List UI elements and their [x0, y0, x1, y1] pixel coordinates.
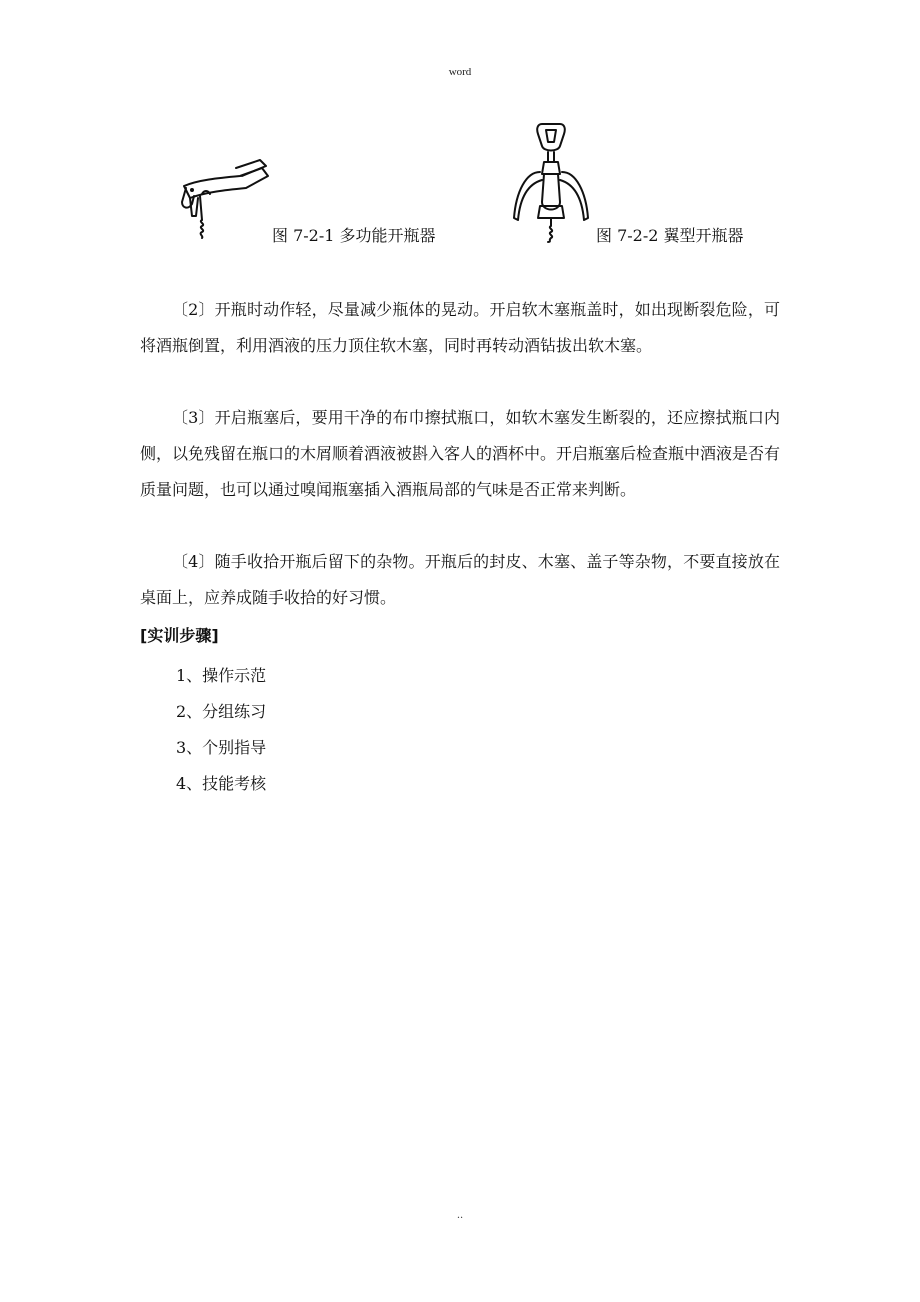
step-item: 3、个别指导 — [176, 738, 267, 757]
paragraph-4: 〔4〕随手收拾开瓶后留下的杂物。开瓶后的封皮、木塞、盖子等杂物，不要直接放在桌面上，应养成随手收拾的好习惯。 — [140, 552, 780, 607]
winged-opener-illustration — [508, 122, 594, 244]
figure-caption-1: 图 7-2-1 多功能开瓶器 — [272, 226, 436, 245]
paragraph-2: 〔2〕开瓶时动作轻，尽量减少瓶体的晃动。开启软木塞瓶盖时，如出现断裂危险，可将酒瓶倒置，利用酒液的压力顶住软木塞，同时再转动酒钻拔出软木塞。 — [140, 300, 780, 355]
step-item: 4、技能考核 — [176, 774, 267, 793]
paragraph-3: 〔3〕开启瓶塞后，要用干净的布巾擦拭瓶口，如软木塞发生断裂的，还应擦拭瓶口内侧，以免残留在瓶口的木屑顺着酒液被斟入客人的酒杯中。开启瓶塞后检查瓶中酒液是否有质量问题，也可以通过嗅闻瓶塞插入酒瓶局部的气味是否正常来判断。 — [140, 408, 781, 499]
step-item: 1、操作示范 — [176, 666, 267, 685]
multi-function-opener-illustration — [178, 158, 270, 240]
page-footer: .. — [456, 1210, 464, 1221]
step-item: 2、分组练习 — [176, 702, 267, 721]
training-steps-list — [176, 658, 266, 802]
section-title: [实训步骤] — [140, 626, 219, 645]
page-header: word — [448, 66, 472, 78]
figure-caption-2: 图 7-2-2 翼型开瓶器 — [596, 226, 744, 245]
